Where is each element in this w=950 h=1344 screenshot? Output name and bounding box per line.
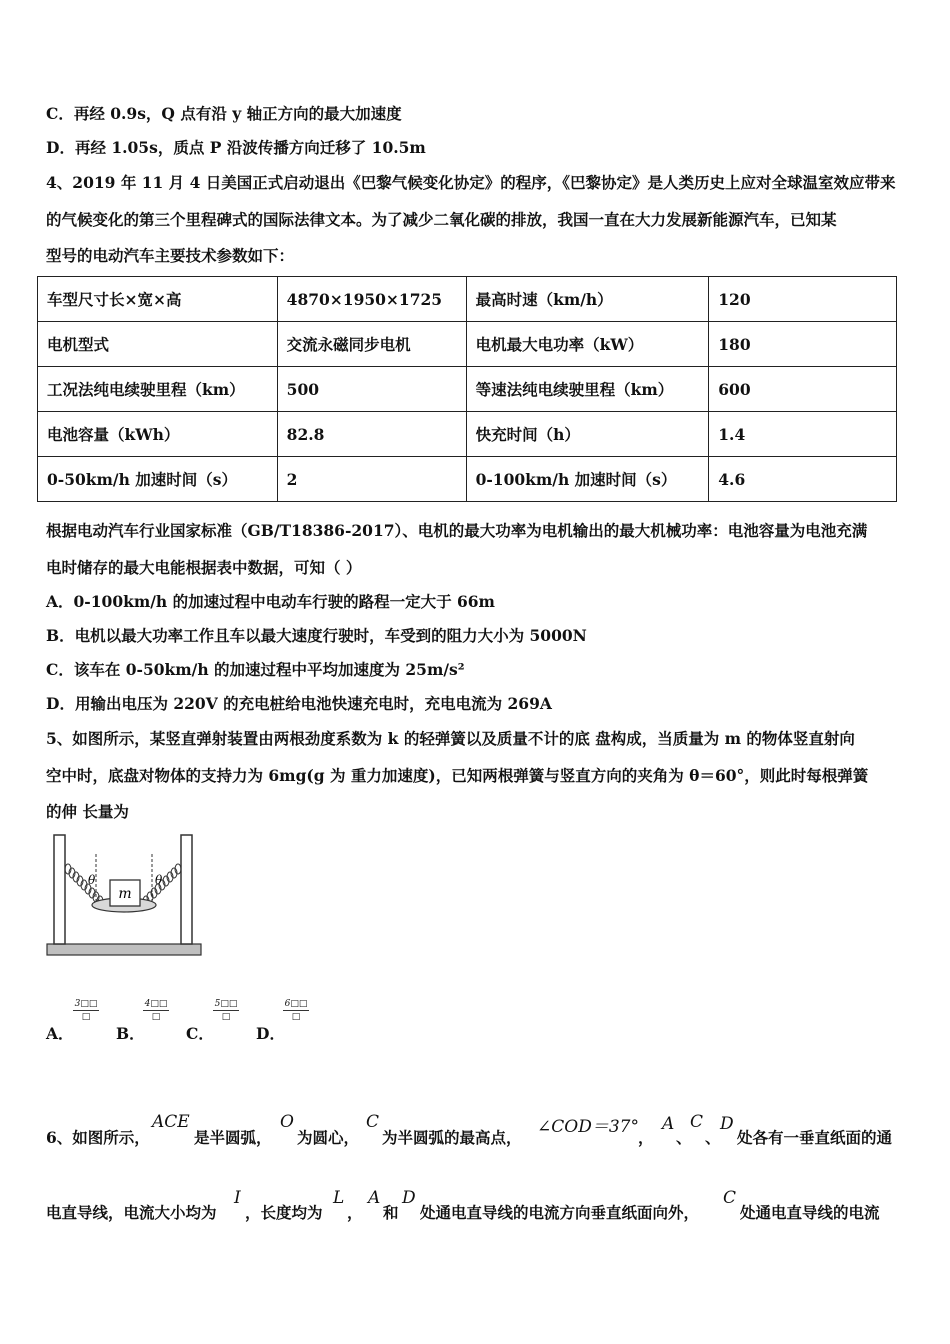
table-cell: 电机最大电功率（kW） (466, 322, 709, 367)
q4-option-a: A．0-100km/h 的加速过程中电动车行驶的路程一定大于 66m (46, 592, 495, 611)
q6-math-a: A (662, 1114, 675, 1134)
q5-option-c-label: C． (186, 1024, 214, 1043)
q6-sep-2: 、 (705, 1128, 721, 1147)
table-cell: 0-50km/h 加速时间（s） (38, 457, 278, 502)
q6-math-o: O (280, 1112, 294, 1132)
table-cell: 工况法纯电续驶里程（km） (38, 367, 278, 412)
q6-math-d: D (720, 1114, 734, 1134)
q4-after-line1: 根据电动汽车行业国家标准（GB/T18386-2017）、电机的最大功率为电机输出的最大机械功率：电池容量为电池充满 (46, 521, 868, 540)
table-cell: 82.8 (277, 412, 466, 457)
table-cell: 4870×1950×1725 (277, 277, 466, 322)
theta-left: θ (88, 873, 96, 887)
mass-label: m (118, 886, 132, 902)
table-row (38, 322, 897, 367)
q4-option-b: B．电机以最大功率工作且车以最大速度行驶时，车受到的阻力大小为 5000N (46, 626, 587, 645)
q4-stem-line1: 4、2019 年 11 月 4 日美国正式启动退出《巴黎气候变化协定》的程序，《巴黎协定》是人类历史上应对全球温室效应带来 (46, 173, 896, 192)
q6-line2-text-e: 处通电直导线的电流方向垂直纸面向外， (420, 1203, 700, 1222)
q6-text-4: 为半圆弧的最高点， (382, 1128, 522, 1147)
left-spring (65, 864, 103, 906)
table-cell: 电池容量（kWh） (38, 412, 278, 457)
left-post (54, 835, 65, 944)
q5-option-a-fraction (73, 998, 99, 1023)
q6-line2-text-b: ，长度均为 (245, 1203, 323, 1222)
spec-table (37, 276, 897, 502)
q5-stem-line3: 的伸 长量为 (46, 802, 129, 821)
table-row (38, 412, 897, 457)
q6-math-c2: C (690, 1112, 704, 1132)
q6-math-l: L (333, 1188, 345, 1208)
q5-option-c-fraction (213, 998, 239, 1023)
table-cell: 2 (277, 457, 466, 502)
spring-launcher-figure (44, 832, 206, 958)
fraction-numerator: 3□□ (74, 999, 98, 1009)
table-row (38, 457, 897, 502)
q4-stem-line2: 的气候变化的第三个里程碑式的国际法律文本。为了减少二氧化碳的排放，我国一直在大力发展新能源汽车，已知某 (46, 210, 837, 229)
q6-comma: ， (638, 1128, 654, 1147)
q6-math-c: C (366, 1112, 380, 1132)
q6-line2-text-c: ， (347, 1203, 363, 1222)
fraction-denominator: □ (151, 1012, 161, 1022)
q5-option-d-label: D． (256, 1024, 285, 1043)
q4-after-line2: 电时储存的最大电能根据表中数据，可知（ ） (46, 558, 362, 577)
q3-option-d: D．再经 1.05s，质点 P 沿波传播方向迁移了 10.5m (46, 138, 426, 157)
table-cell: 120 (709, 277, 897, 322)
q5-stem-line2: 空中时，底盘对物体的支持力为 6mg(g 为 重力加速度)，已知两根弹簧与竖直方向的夹角为 θ＝60°，则此时每根弹簧 (46, 766, 869, 785)
table-cell: 交流永磁同步电机 (277, 322, 466, 367)
fraction-denominator: □ (221, 1012, 231, 1022)
table-cell: 快充时间（h） (466, 412, 709, 457)
q6-line2-text-a: 电直导线，电流大小均为 (46, 1203, 217, 1222)
table-cell: 180 (709, 322, 897, 367)
q6-text-1: 6、如图所示， (46, 1128, 150, 1147)
q6-math-a2: A (368, 1188, 381, 1208)
q3-option-c: C．再经 0.9s，Q 点有沿 y 轴正方向的最大加速度 (46, 104, 402, 123)
q6-math-angle: ∠COD＝37° (537, 1117, 639, 1137)
q5-option-b-label: B． (116, 1024, 145, 1043)
q6-math-ace: ACE (152, 1112, 190, 1132)
q6-line2-text-f: 处通电直导线的电流 (740, 1203, 880, 1222)
q4-option-d: D．用输出电压为 220V 的充电桩给电池快速充电时，充电电流为 269A (46, 694, 552, 713)
table-row (38, 277, 897, 322)
fraction-numerator: 4□□ (144, 999, 168, 1009)
right-post (181, 835, 192, 944)
table-cell: 500 (277, 367, 466, 412)
table-cell: 1.4 (709, 412, 897, 457)
q5-option-a-label: A． (46, 1024, 74, 1043)
q6-text-2: 是半圆弧， (194, 1128, 272, 1147)
table-cell: 4.6 (709, 457, 897, 502)
q6-math-c3: C (723, 1188, 737, 1208)
table-cell: 电机型式 (38, 322, 278, 367)
table-row (38, 367, 897, 412)
table-cell: 600 (709, 367, 897, 412)
q6-math-d2: D (402, 1188, 416, 1208)
q6-text-5: 处各有一垂直纸面的通 (737, 1128, 893, 1147)
q5-stem-line1: 5、如图所示，某竖直弹射装置由两根劲度系数为 k 的轻弹簧以及质量不计的底 盘构成，当质量为 m 的物体竖直射向 (46, 729, 855, 748)
q6-text-3: 为圆心， (297, 1128, 360, 1147)
q5-option-b-fraction (143, 998, 169, 1023)
q6-line2-text-d: 和 (383, 1203, 399, 1222)
table-cell: 车型尺寸长×宽×高 (38, 277, 278, 322)
fraction-denominator: □ (291, 1012, 301, 1022)
table-cell: 0-100km/h 加速时间（s） (466, 457, 709, 502)
q4-stem-line3: 型号的电动汽车主要技术参数如下： (46, 246, 295, 265)
fraction-numerator: 6□□ (284, 999, 308, 1009)
q6-math-i: I (234, 1188, 241, 1208)
table-cell: 最高时速（km/h） (466, 277, 709, 322)
base-plate (47, 944, 201, 955)
q4-option-c: C．该车在 0-50km/h 的加速过程中平均加速度为 25m/s² (46, 660, 465, 679)
fraction-numerator: 5□□ (214, 999, 238, 1009)
q6-sep-1: 、 (676, 1128, 692, 1147)
theta-right: θ (155, 873, 163, 887)
q5-option-d-fraction (283, 998, 309, 1023)
table-cell: 等速法纯电续驶里程（km） (466, 367, 709, 412)
fraction-denominator: □ (81, 1012, 91, 1022)
